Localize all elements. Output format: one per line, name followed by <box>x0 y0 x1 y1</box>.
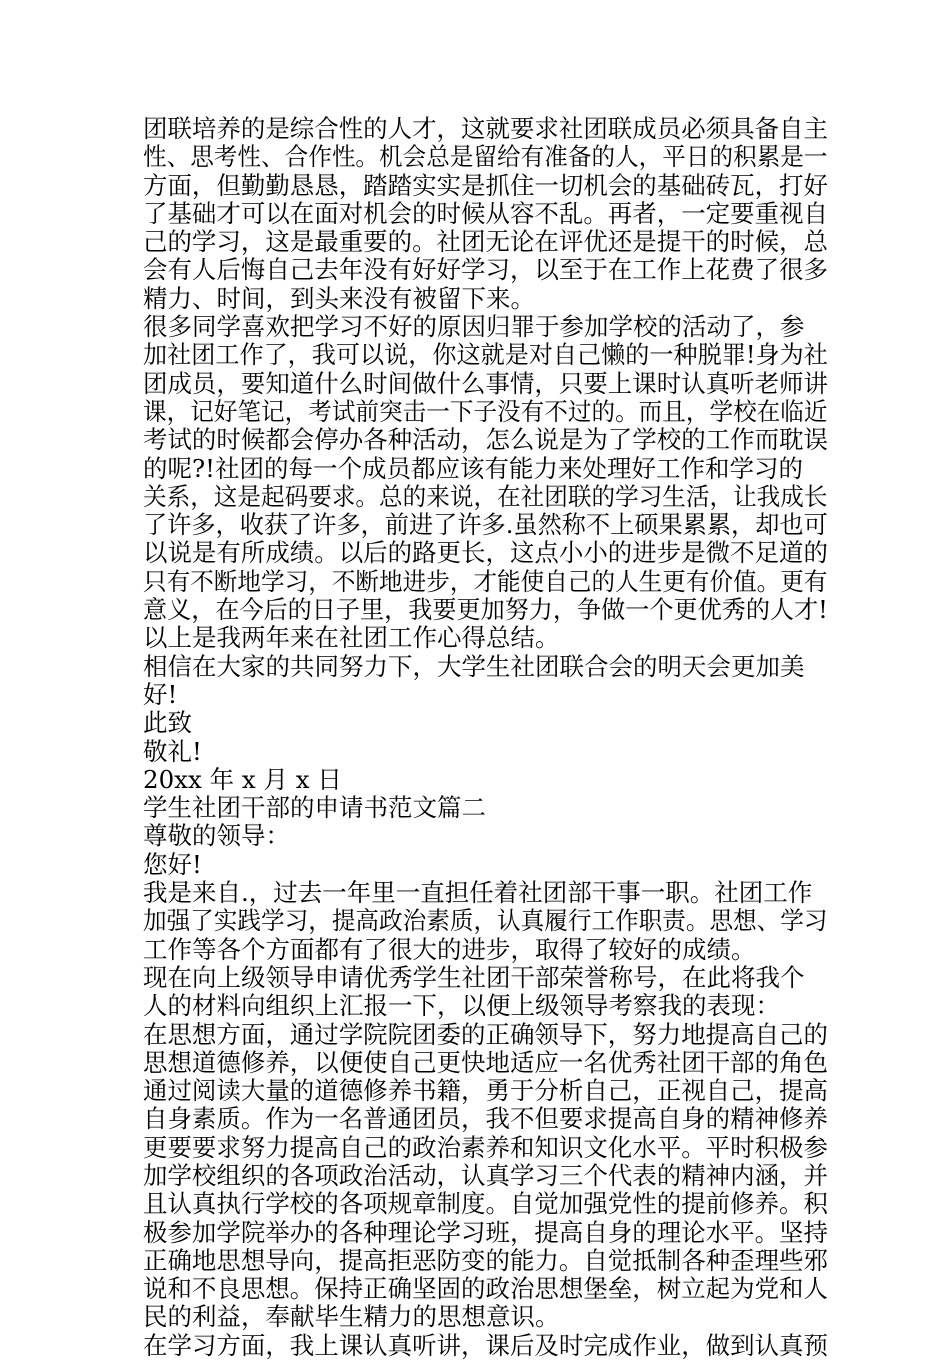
text-line: 意义，在今后的日子里，我要更加努力，争做一个更优秀的人才! <box>143 595 828 625</box>
text-line: 团联培养的是综合性的人才，这就要求社团联成员必须具备自主 <box>143 114 828 143</box>
text-line: 在思想方面，通过学院院团委的正确领导下，努力地提高自己的 <box>143 1019 828 1049</box>
text-line: 以说是有所成绩。以后的路更长，这点小小的进步是微不足道的 <box>143 538 828 568</box>
text-line: 团成员，要知道什么时间做什么事情，只要上课时认真听老师讲 <box>143 368 828 398</box>
text-line: 自身素质。作为一名普通团员，我不但要求提高自身的精神修养 <box>143 1104 828 1134</box>
text-line: 此致 <box>143 708 192 738</box>
text-line: 人的材料向组织上汇报一下，以便上级领导考察我的表现： <box>143 991 780 1021</box>
text-line: 的呢?!社团的每一个成员都应该有能力来处理好工作和学习的 <box>143 453 803 483</box>
text-line: 以上是我两年来在社团工作心得总结。 <box>143 623 560 653</box>
text-line: 加社团工作了，我可以说，你这就是对自己懒的一种脱罪!身为社 <box>143 340 828 370</box>
text-line: 我是来自.，过去一年里一直担任着社团部干事一职。社团工作 <box>143 878 813 908</box>
text-line: 您好! <box>143 849 202 879</box>
text-line: 更要要求努力提高自己的政治素养和知识文化水平。平时积极参 <box>143 1132 828 1162</box>
document-body <box>143 114 828 1360</box>
text-line: 且认真执行学校的各项规章制度。自觉加强党性的提前修养。积 <box>143 1189 828 1219</box>
text-line: 关系，这是起码要求。总的来说，在社团联的学习生活，让我成长 <box>143 481 828 511</box>
text-line: 相信在大家的共同努力下，大学生社团联合会的明天会更加美 <box>143 651 805 681</box>
text-line: 课，记好笔记，考试前突击一下子没有不过的。而且，学校在临近 <box>143 396 828 426</box>
text-line: 考试的时候都会停办各种活动，怎么说是为了学校的工作而耽误 <box>143 425 828 455</box>
text-line: 只有不断地学习，不断地进步，才能使自己的人生更有价值。更有 <box>143 566 828 596</box>
text-line: 会有人后悔自己去年没有好好学习，以至于在工作上花费了很多 <box>143 255 828 285</box>
text-line: 己的学习，这是最重要的。社团无论在评优还是提干的时候，总 <box>143 227 828 257</box>
text-line: 在学习方面，我上课认真听讲，课后及时完成作业，做到认真预 <box>143 1330 828 1360</box>
text-line: 学生社团干部的申请书范文篇二 <box>143 793 486 823</box>
text-line: 民的利益，奉献毕生精力的思想意识。 <box>143 1302 560 1332</box>
text-line: 加学校组织的各项政治活动，认真学习三个代表的精神内涵，并 <box>143 1160 828 1190</box>
text-line: 了基础才可以在面对机会的时候从容不乱。再者，一定要重视自 <box>143 198 828 228</box>
text-line: 尊敬的领导： <box>143 821 290 851</box>
text-line: 正确地思想导向，提高拒恶防变的能力。自觉抵制各种歪理些邪 <box>143 1245 828 1275</box>
text-line: 很多同学喜欢把学习不好的原因归罪于参加学校的活动了，参 <box>143 312 805 342</box>
text-line: 思想道德修养，以便使自己更快地适应一名优秀社团干部的角色 <box>143 1047 828 1077</box>
text-line: 了许多，收获了许多，前进了许多.虽然称不上硕果累累，却也可 <box>143 510 828 540</box>
text-line: 敬礼! <box>143 736 202 766</box>
text-line: 极参加学院举办的各种理论学习班，提高自身的理论水平。坚持 <box>143 1217 828 1247</box>
text-line: 工作等各个方面都有了很大的进步，取得了较好的成绩。 <box>143 934 756 964</box>
text-line: 通过阅读大量的道德修养书籍，勇于分析自己，正视自己，提高 <box>143 1076 828 1106</box>
text-line: 20xx 年 x 月 x 日 <box>143 764 342 794</box>
text-line: 精力、时间，到头来没有被留下来。 <box>143 283 535 313</box>
text-line: 加强了实践学习，提高政治素质，认真履行工作职责。思想、学习 <box>143 906 828 936</box>
text-line: 说和不良思想。保持正确坚固的政治思想堡垒，树立起为党和人 <box>143 1274 828 1304</box>
text-line: 好! <box>143 679 178 709</box>
text-line: 方面，但勤勤恳恳，踏踏实实是抓住一切机会的基础砖瓦，打好 <box>143 170 828 200</box>
text-line: 性、思考性、合作性。机会总是留给有准备的人，平日的积累是一 <box>143 142 828 172</box>
text-line: 现在向上级领导申请优秀学生社团干部荣誉称号，在此将我个 <box>143 962 805 992</box>
